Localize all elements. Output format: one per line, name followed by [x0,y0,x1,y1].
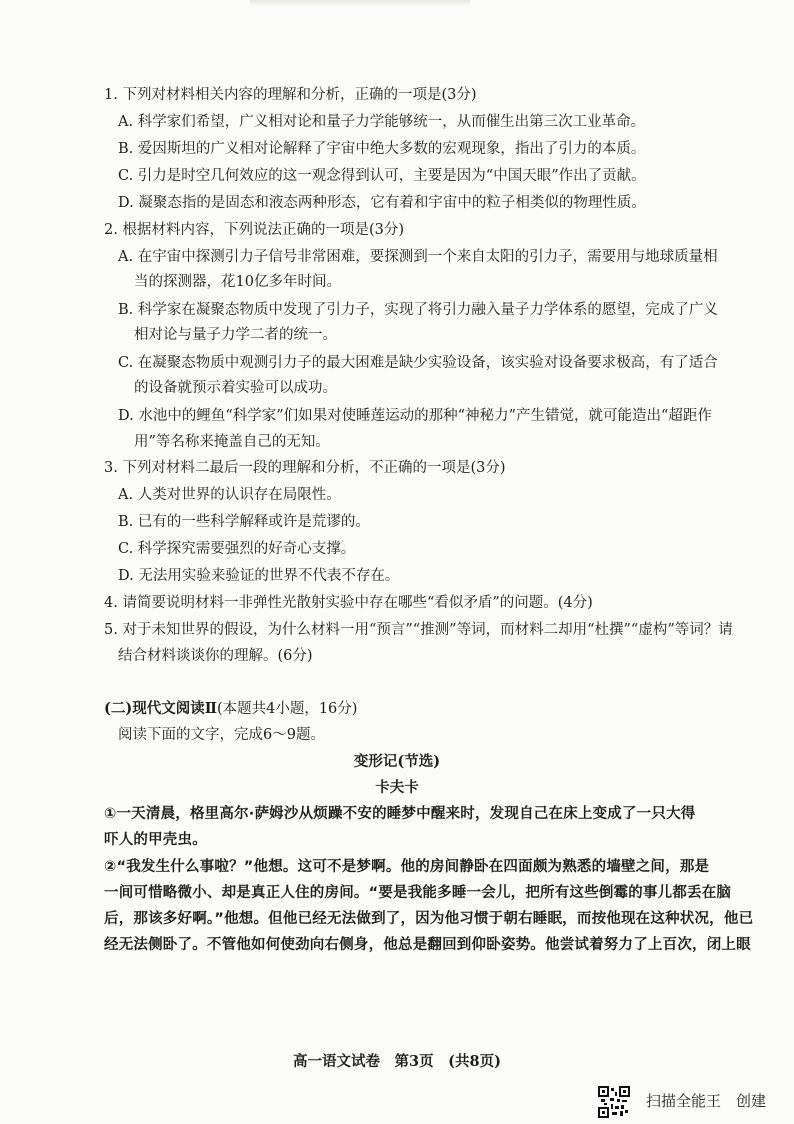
q2-option-c-cont: 的设备就预示着实验可以成功。 [134,380,337,396]
q2-option-b: B. 科学家在凝聚态物质中发现了引力子，实现了将引力融入量子力学体系的愿望，完成了广义 [118,302,718,318]
q1-option-a: A. 科学家们希望，广义相对论和量子力学能够统一，从而催生出第三次工业革命。 [118,114,646,130]
section-heading-title: (二)现代文阅读Ⅱ [104,700,217,717]
passage-title: 变形记(节选) [353,753,441,770]
passage-author: 卡夫卡 [375,779,419,796]
passage-line-2: 吓人的甲壳虫。 [104,832,207,848]
q5-stem: 5. 对于未知世界的假设，为什么材料一用“预言”“推测”等词，而材料二却用“杜撰”“虚构”等词？请 [104,622,733,638]
q1-option-b: B. 爱因斯坦的广义相对论解释了宇宙中绝大多数的宏观现象，指出了引力的本质。 [118,141,646,157]
q2-option-b-cont: 相对论与量子力学二者的统一。 [134,327,337,343]
q5-stem-cont: 结合材料谈谈你的理解。(6分) [118,648,313,664]
q1-stem: 1. 下列对材料相关内容的理解和分析，正确的一项是(3分) [104,87,477,103]
passage-line-4: 一间可惜略微小、却是真正人住的房间。“要是我能多睡一会儿，把所有这些倒霉的事儿都丢在脑 [104,885,732,901]
section-heading-note: (本题共4小题，16分) [216,701,358,717]
q2-option-a-cont: 当的探测器，花10亿多年时间。 [134,274,341,290]
q2-option-c: C. 在凝聚态物质中观测引力子的最大困难是缺少实验设备，该实验对设备要求极高，有了适合 [118,355,718,371]
passage-line-1: ①一天清晨，格里高尔·萨姆沙从烦躁不安的睡梦中醒来时，发现自己在床上变成了一只大得 [104,806,696,822]
q3-option-b: B. 已有的一些科学解释或许是荒谬的。 [118,514,370,530]
q4-stem: 4. 请简要说明材料一非弹性光散射实验中存在哪些“看似矛盾”的问题。(4分) [104,595,593,611]
passage-line-3: ②“我发生什么事啦？”他想。这可不是梦啊。他的房间静卧在四面颇为熟悉的墙壁之间，那是 [104,859,710,875]
q2-stem: 2. 根据材料内容，下列说法正确的一项是(3分) [104,222,404,238]
q2-option-d-cont: 用”等名称来掩盖自己的无知。 [134,434,330,450]
q2-option-a: A. 在宇宙中探测引力子信号非常困难，要探测到一个来自太阳的引力子，需要用与地球质量相 [118,249,718,265]
q1-option-d: D. 凝聚态指的是固态和液态两种形态，它有着和宇宙中的粒子相类似的物理性质。 [118,195,646,211]
passage-line-6: 经无法侧卧了。不管他如何使劲向右侧身，他总是翻回到仰卧姿势。他尝试着努力了上百次，闭上眼 [104,937,751,953]
q3-stem: 3. 下列对材料二最后一段的理解和分析，不正确的一项是(3分) [104,460,506,476]
qr-code-icon [598,1086,630,1118]
q1-option-c: C. 引力是时空几何效应的这一观念得到认可，主要是因为“中国天眼”作出了贡献。 [118,168,646,184]
page-footer: 高一语文试卷 第3页 (共8页) [293,1053,501,1070]
q3-option-a: A. 人类对世界的认识存在局限性。 [118,487,341,503]
scan-artifact [250,0,470,6]
q3-option-c: C. 科学探究需要强烈的好奇心支撑。 [118,541,356,557]
section-heading [104,699,357,719]
passage-line-5: 后，那该多好啊。”他想。但他已经无法做到了，因为他习惯于朝右睡眠，而按他现在这种状况，他已 [104,911,754,927]
q2-option-d: D. 水池中的鲤鱼“科学家”们如果对使睡莲运动的那种“神秘力”产生错觉，就可能造出“超距作 [118,408,712,424]
q3-option-d: D. 无法用实验来验证的世界不代表不存在。 [118,568,400,584]
section-instruction: 阅读下面的文字，完成6～9题。 [118,727,325,743]
scanner-watermark: 扫描全能王 创建 [645,1092,766,1110]
